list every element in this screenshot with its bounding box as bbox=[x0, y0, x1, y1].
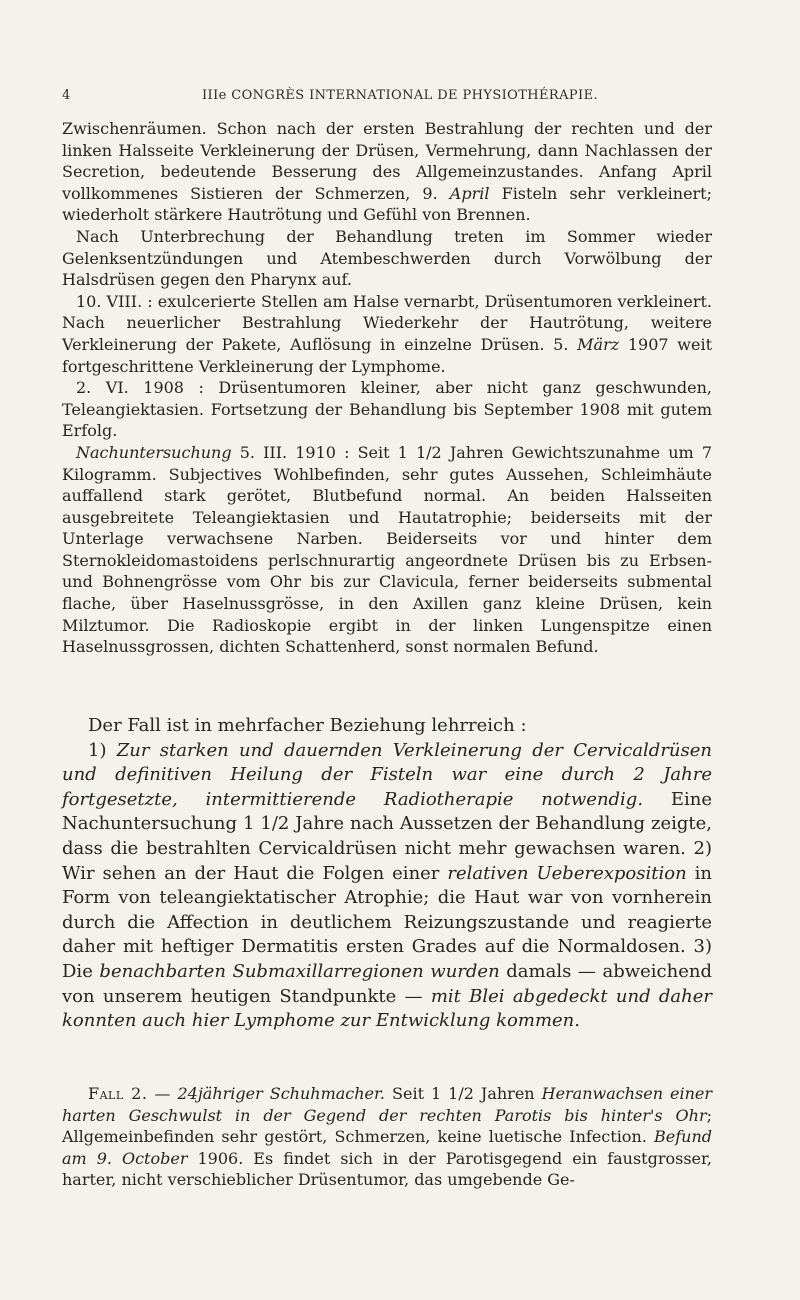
running-title: IIIe CONGRÈS INTERNATIONAL DE PHYSIOTHÉRAPIE. bbox=[202, 88, 599, 103]
italic-date: März bbox=[577, 334, 620, 354]
text-run: Seit 1 1/2 Jahren bbox=[385, 1084, 542, 1103]
text-run: 1) bbox=[88, 739, 117, 761]
italic-emphasis: mit Blei abgedeckt und daher konnten auch hier Lymphome zur Entwicklung kommen. bbox=[62, 985, 712, 1032]
text-run: in Form von teleangiektatischer Atrophie; die Haut war von vornherein durch die Affection in deutlichem Reizungszustande und reagierte daher mit heftiger Dermatitis ersten Grades auf die Normaldosen. 3) Die bbox=[62, 862, 712, 982]
case-1-continuation bbox=[62, 118, 712, 658]
page-number: 4 bbox=[62, 88, 71, 103]
text-run: Zwischenräumen. Schon nach der ersten Bestrahlung der rechten und der linken Halsseite Verkleinerung der Drüsen, Vermehrung, dann Nachlassen der Secretion, bedeutende Besserung des Allgemeinzustandes. Anfang April vollkommenes Sistieren der Schmerzen, 9. bbox=[62, 119, 712, 203]
italic-date: April bbox=[449, 183, 490, 203]
text-run: ; Allgemeinbefinden sehr gestört, Schmerzen, keine luetische Infection. bbox=[62, 1105, 712, 1147]
discussion-section bbox=[62, 714, 712, 1034]
text-run: damals — abweichend von unserem heutigen Standpunkte — bbox=[62, 960, 712, 1007]
text-run: 1906. Es findet sich in der Parotisgegend ein faustgrosser, harter, nicht verschieblicher Drüsentumor, das umgebende Ge- bbox=[62, 1148, 712, 1190]
italic-heading: Nachuntersuchung bbox=[76, 442, 232, 462]
text-run: Fisteln sehr verkleinert; wiederholt stärkere Hautrötung und Gefühl von Brennen. bbox=[62, 183, 712, 225]
paragraph bbox=[62, 118, 712, 226]
italic-patient: 24jähriger Schuhmacher. bbox=[177, 1084, 386, 1103]
paragraph bbox=[62, 442, 712, 658]
italic-emphasis: benachbarten Submaxillarregionen wurden bbox=[99, 960, 500, 982]
text-run: 5. III. 1910 : Seit 1 1/2 Jahren Gewichtszunahme um 7 Kilogramm. Subjectives Wohlbefinden, sehr gutes Aussehen, Schleimhäute auffallend stark gerötet, Blutbefund normal. An beiden Halsseiten ausgebreitete Teleangiektasien und Hautatrophie; beiderseits mit der Unterlage verwachsene Narben. Beiderseits vor und hinter dem Sternokleidomastoidens perlschnurartig angeordnete Drüsen bis zu Erbsen- und Bohnengrösse vom Ohr bis zur Clavicula, ferner beiderseits submental flache, über Haselnussgrösse, in den Axillen ganz kleine Drüsen, kein Milztumor. Die Radioskopie ergibt in der linken Lungenspitze einen Haselnussgrossen, dichten Schattenherd, sonst normalen Befund. bbox=[62, 442, 712, 657]
text-run: — bbox=[147, 1084, 178, 1103]
italic-emphasis: relativen Ueberexposition bbox=[447, 862, 687, 884]
text-run: Eine Nachuntersuchung 1 1/2 Jahre nach Aussetzen der Behandlung zeigte, dass die bestrahlten Cervicaldrüsen nicht mehr gewachsen waren. 2) Wir sehen an der Haut die Folgen einer bbox=[62, 788, 712, 884]
italic-emphasis: Heranwachsen einer harten Geschwulst in der Gegend der rechten Parotis bis hinter's Ohr bbox=[62, 1084, 713, 1125]
text-run: 1907 weit fortgeschrittene Verkleinerung der Lymphome. bbox=[62, 334, 712, 376]
paragraph: Nach Unterbrechung der Behandlung treten im Sommer wieder Gelenksentzündungen und Atembeschwerden durch Vorwölbung der Halsdrüsen gegen den Pharynx auf. bbox=[62, 226, 712, 290]
paragraph: 2. VI. 1908 : Drüsentumoren kleiner, aber nicht ganz geschwunden, Teleangiektasien. Fortsetzung der Behandlung bis September 1908 mit gutem Erfolg. bbox=[62, 378, 712, 441]
discussion-intro: Der Fall ist in mehrfacher Beziehung lehrreich : bbox=[88, 715, 527, 736]
discussion-body bbox=[62, 739, 712, 1034]
case-2-paragraph bbox=[62, 1083, 712, 1191]
paragraph bbox=[62, 291, 712, 377]
case-label: Fall 2. bbox=[88, 1084, 148, 1103]
italic-emphasis: Zur starken und dauernden Verkleinerung der Cervicaldrüsen und definitiven Heilung der Fisteln war eine durch 2 Jahre fortgesetzte, intermittierende Radiotherapie notwendig. bbox=[62, 739, 713, 810]
case-2-section bbox=[62, 1083, 712, 1191]
text-run: 10. VIII. : exulcerierte Stellen am Halse vernarbt, Drüsentumoren verkleinert. Nach neuerlicher Bestrahlung Wiederkehr der Hautrötung, weitere Verkleinerung der Pakete, Auflösung in einzelne Drüsen. 5. bbox=[62, 291, 712, 354]
italic-date: Befund am 9. October bbox=[62, 1127, 712, 1168]
